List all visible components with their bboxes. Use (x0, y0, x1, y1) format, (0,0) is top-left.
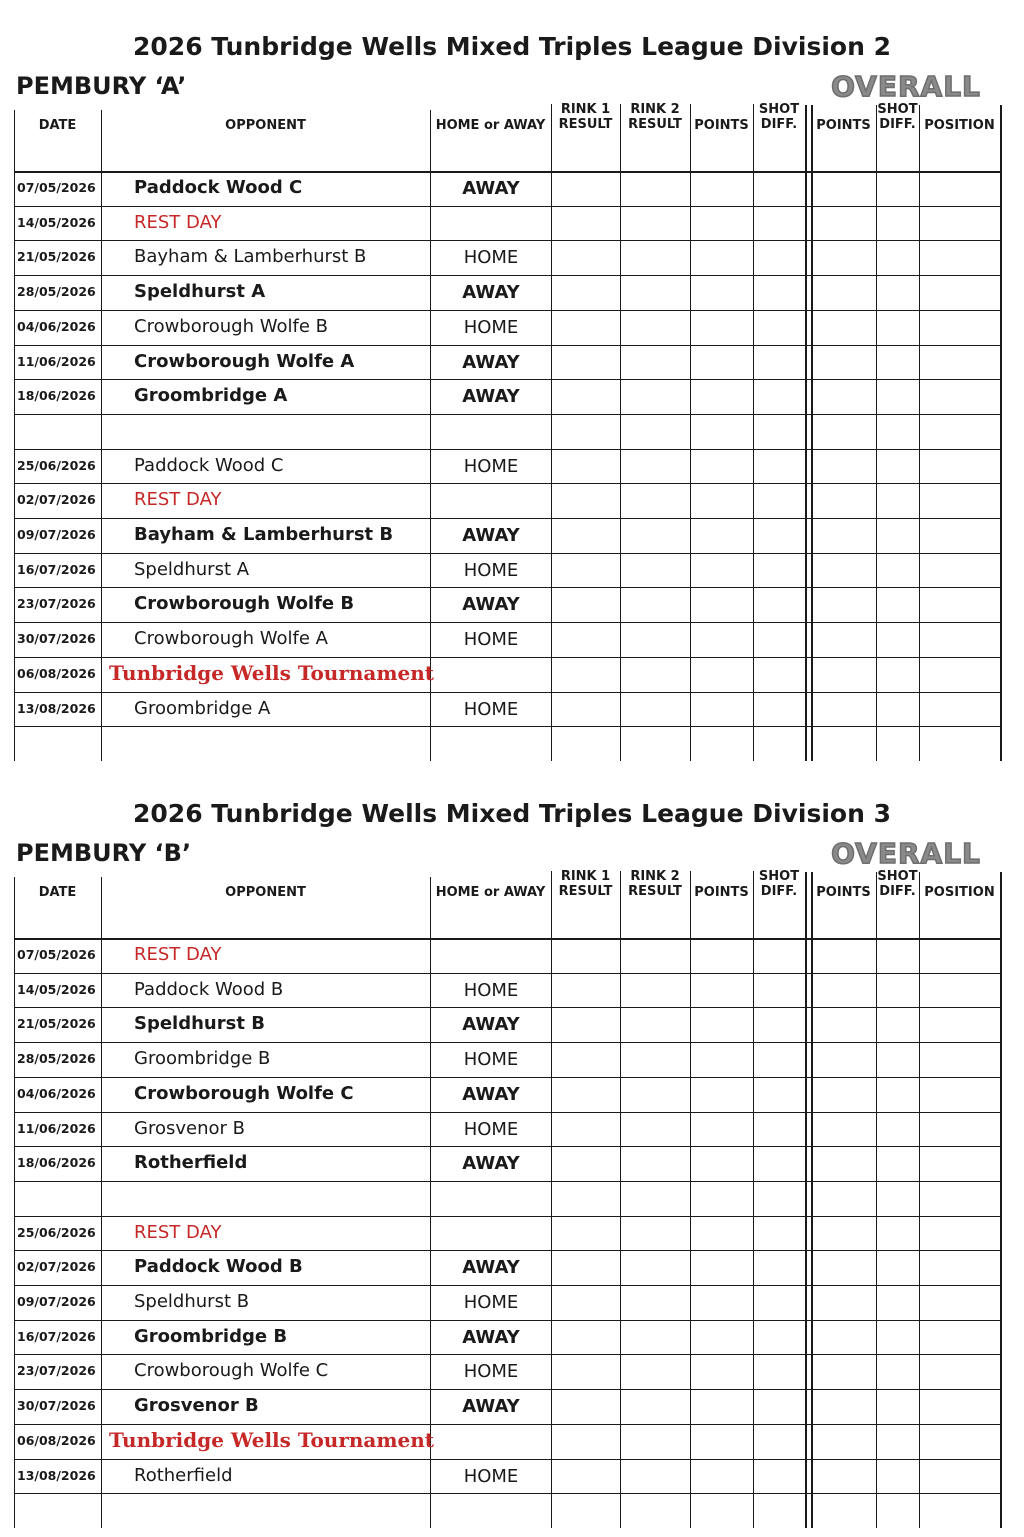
row-divider (14, 1007, 1001, 1008)
header-shot-diff: SHOT DIFF. (758, 869, 800, 899)
row-divider (14, 171, 1001, 173)
fixture-date: 30/07/2026 (17, 1398, 96, 1414)
team-name: PEMBURY ‘A’ (16, 72, 187, 100)
overall-label (812, 837, 1000, 870)
fixture-date: 25/06/2026 (17, 1224, 96, 1240)
team-name: PEMBURY ‘B’ (16, 839, 192, 867)
row-divider (14, 345, 1001, 346)
row-divider (14, 483, 1001, 484)
column-divider (551, 104, 552, 761)
fixture-date: 11/06/2026 (17, 353, 96, 369)
column-divider (919, 105, 920, 761)
fixture-date: 16/07/2026 (17, 1328, 96, 1344)
row-divider (14, 622, 1001, 623)
column-divider (14, 877, 15, 1528)
fixture-date: 02/07/2026 (17, 1259, 96, 1275)
opponent-name: Paddock Wood C (134, 454, 284, 476)
row-divider (14, 1216, 1001, 1217)
row-divider (14, 1354, 1001, 1355)
opponent-name: Speldhurst B (134, 1291, 250, 1312)
venue: AWAY (462, 1396, 520, 1418)
venue: HOME (463, 247, 519, 269)
venue: HOME (463, 698, 519, 720)
header-overall-shot-diff: SHOT DIFF. (877, 102, 918, 132)
column-divider (690, 104, 691, 761)
opponent-name: Bayham & Lamberhurst B (134, 246, 367, 268)
fixture-date: 07/05/2026 (17, 180, 96, 195)
row-divider (14, 726, 1001, 727)
header-date: DATE (38, 118, 77, 133)
row-divider (14, 1459, 1001, 1460)
column-divider (753, 104, 754, 761)
fixture-date: 06/08/2026 (17, 1432, 96, 1448)
venue: HOME (463, 316, 519, 338)
opponent-name: Speldhurst B (134, 1013, 265, 1035)
overall-label (812, 70, 1000, 103)
header-opponent: OPPONENT (225, 885, 306, 900)
venue: AWAY (462, 1326, 520, 1348)
row-divider (14, 1493, 1001, 1494)
header-date: DATE (38, 885, 77, 900)
rest-day-label: REST DAY (134, 944, 222, 965)
header-rink2: RINK 2 RESULT (628, 869, 682, 899)
venue: AWAY (462, 1257, 520, 1279)
column-divider (811, 105, 813, 761)
venue: HOME (463, 1118, 519, 1140)
row-divider (14, 1077, 1001, 1078)
header-overall-shot-diff: SHOT DIFF. (877, 869, 918, 899)
header-opponent: OPPONENT (225, 118, 306, 133)
opponent-name: Crowborough Wolfe B (134, 593, 355, 615)
fixture-date: 13/08/2026 (17, 1467, 96, 1483)
header-points: POINTS (694, 885, 749, 900)
rest-day-label: REST DAY (134, 211, 222, 233)
row-divider (14, 692, 1001, 693)
row-divider (14, 310, 1001, 311)
opponent-name: Grosvenor B (134, 1395, 259, 1417)
opponent-name: Crowborough Wolfe C (134, 1360, 329, 1382)
row-divider (14, 414, 1001, 415)
venue: AWAY (462, 1153, 520, 1175)
row-divider (14, 1320, 1001, 1321)
venue: HOME (463, 1465, 519, 1487)
venue: HOME (463, 455, 519, 477)
row-divider (14, 449, 1001, 450)
row-divider (14, 1250, 1001, 1251)
row-divider (14, 379, 1001, 380)
row-divider (14, 1285, 1001, 1286)
league-title: 2026 Tunbridge Wells Mixed Triples League Division 3 (133, 799, 891, 828)
opponent-name: Rotherfield (134, 1464, 233, 1486)
column-divider (1000, 105, 1002, 761)
fixture-date: 25/06/2026 (17, 457, 96, 473)
header-home-away: HOME or AWAY (435, 118, 546, 133)
fixture-date: 06/08/2026 (17, 665, 96, 681)
column-divider (1000, 872, 1002, 1528)
opponent-name: Speldhurst A (134, 558, 250, 580)
venue: AWAY (462, 1014, 520, 1036)
opponent-name: Crowborough Wolfe A (134, 350, 355, 372)
row-divider (14, 518, 1001, 519)
column-divider (620, 104, 621, 761)
column-divider (620, 871, 621, 1528)
row-divider (14, 938, 1001, 940)
column-divider (805, 872, 807, 1528)
venue: AWAY (462, 1083, 520, 1105)
column-divider (753, 871, 754, 1528)
opponent-name: Speldhurst A (134, 281, 266, 303)
fixture-date: 14/05/2026 (17, 981, 96, 997)
column-divider (876, 105, 877, 761)
fixture-date: 16/07/2026 (17, 561, 96, 577)
header-points: POINTS (694, 118, 749, 133)
row-divider (14, 240, 1001, 241)
row-divider (14, 275, 1001, 276)
fixture-date: 30/07/2026 (17, 631, 96, 647)
venue: AWAY (462, 282, 520, 304)
rest-day-label: REST DAY (134, 489, 222, 511)
row-divider (14, 1112, 1001, 1113)
fixture-date: 11/06/2026 (17, 1120, 96, 1136)
column-divider (101, 877, 102, 1528)
column-divider (805, 105, 807, 761)
header-overall-points: POINTS (816, 885, 871, 900)
fixture-date: 09/07/2026 (17, 1294, 96, 1309)
venue: AWAY (462, 594, 520, 616)
fixture-date: 23/07/2026 (17, 1363, 96, 1379)
opponent-name: Paddock Wood B (134, 1256, 303, 1278)
fixture-date: 23/07/2026 (17, 596, 96, 612)
venue: AWAY (462, 351, 520, 373)
fixture-date: 18/06/2026 (17, 1155, 96, 1171)
tournament-label: Tunbridge Wells Tournament (109, 660, 435, 685)
header-rink1: RINK 1 RESULT (558, 102, 613, 132)
opponent-name: Paddock Wood B (134, 978, 284, 1000)
fixture-date: 02/07/2026 (17, 492, 96, 508)
header-position: POSITION (924, 885, 995, 900)
opponent-name: Groombridge A (134, 385, 288, 407)
venue: AWAY (462, 525, 520, 546)
venue: AWAY (462, 178, 520, 199)
column-divider (811, 872, 813, 1528)
opponent-name: Grosvenor B (134, 1117, 245, 1139)
row-divider (14, 657, 1001, 658)
fixture-date: 14/05/2026 (17, 214, 96, 230)
fixture-date: 28/05/2026 (17, 1051, 96, 1067)
league-title: 2026 Tunbridge Wells Mixed Triples League Division 2 (133, 32, 891, 61)
venue: HOME (463, 1049, 519, 1071)
fixture-date: 04/06/2026 (17, 1085, 96, 1101)
row-divider (14, 1389, 1001, 1390)
fixture-date: 21/05/2026 (17, 1016, 96, 1032)
opponent-name: Groombridge B (134, 1325, 288, 1347)
tournament-label: Tunbridge Wells Tournament (109, 1427, 435, 1452)
venue: HOME (463, 979, 519, 1001)
column-divider (101, 110, 102, 761)
venue: HOME (463, 1292, 519, 1313)
fixture-section-1 (0, 30, 1024, 770)
header-position: POSITION (924, 118, 995, 133)
header-home-away: HOME or AWAY (435, 885, 546, 900)
row-divider (14, 587, 1001, 588)
rest-day-label: REST DAY (134, 1221, 222, 1243)
fixture-date: 09/07/2026 (17, 527, 96, 542)
fixture-date: 13/08/2026 (17, 700, 96, 716)
header-rink2: RINK 2 RESULT (628, 102, 682, 132)
row-divider (14, 1146, 1001, 1147)
fixture-section-2 (0, 797, 1024, 1537)
header-rink1: RINK 1 RESULT (558, 869, 613, 899)
fixture-date: 28/05/2026 (17, 284, 96, 300)
fixture-date: 21/05/2026 (17, 249, 96, 265)
header-shot-diff: SHOT DIFF. (758, 102, 800, 132)
opponent-name: Paddock Wood C (134, 177, 303, 198)
fixture-date: 18/06/2026 (17, 388, 96, 404)
column-divider (14, 110, 15, 761)
opponent-name: Crowborough Wolfe C (134, 1082, 354, 1104)
row-divider (14, 206, 1001, 207)
venue: HOME (463, 629, 519, 651)
column-divider (919, 872, 920, 1528)
column-divider (690, 871, 691, 1528)
row-divider (14, 1181, 1001, 1182)
fixture-date: 04/06/2026 (17, 318, 96, 334)
fixture-date: 07/05/2026 (17, 947, 96, 962)
opponent-name: Crowborough Wolfe A (134, 628, 328, 650)
overall-text: OVERALL (831, 70, 981, 103)
opponent-name: Groombridge B (134, 1048, 271, 1070)
column-divider (551, 871, 552, 1528)
opponent-name: Rotherfield (134, 1152, 248, 1174)
venue: AWAY (462, 386, 520, 408)
opponent-name: Bayham & Lamberhurst B (134, 524, 394, 545)
row-divider (14, 973, 1001, 974)
column-divider (876, 872, 877, 1528)
row-divider (14, 553, 1001, 554)
venue: HOME (463, 1361, 519, 1383)
row-divider (14, 1424, 1001, 1425)
opponent-name: Crowborough Wolfe B (134, 315, 328, 337)
row-divider (14, 1042, 1001, 1043)
venue: HOME (463, 559, 519, 581)
overall-text: OVERALL (831, 837, 981, 870)
opponent-name: Groombridge A (134, 697, 271, 719)
header-overall-points: POINTS (816, 118, 871, 133)
